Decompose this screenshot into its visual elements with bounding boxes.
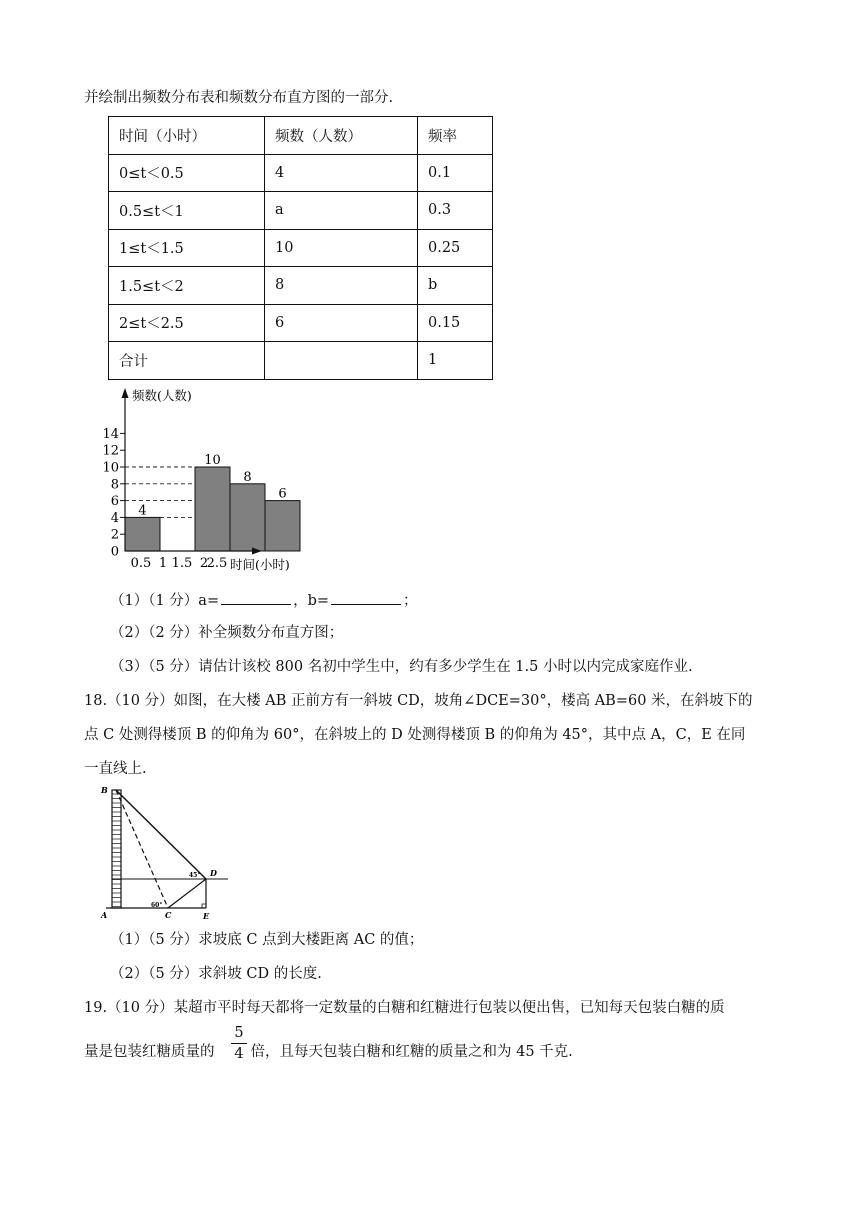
table-cell: 2≤t＜2.5 [109, 304, 265, 342]
table-cell: 4 [265, 154, 418, 192]
table-cell: b [418, 267, 493, 305]
slope-figure [98, 782, 238, 922]
label-a: A [101, 910, 108, 920]
label-c: C [165, 910, 172, 920]
table-cell: 10 [265, 229, 418, 267]
label-d: D [210, 868, 217, 878]
table-cell: 合计 [109, 342, 265, 380]
y-tick-label: 0 [110, 544, 119, 560]
frequency-table [108, 116, 493, 380]
y-tick-label: 8 [110, 477, 119, 493]
table-row [109, 267, 493, 305]
y-tick-label: 14 [102, 426, 119, 442]
x-tick-label: 1 [158, 556, 168, 571]
x-tick-label: 1.5 [171, 556, 193, 571]
table-cell: 0.15 [418, 304, 493, 342]
table-cell: 1.5≤t＜2 [109, 267, 265, 305]
table-cell: 频率 [418, 117, 493, 155]
histogram-bar [230, 484, 265, 551]
y-tick-label: 10 [102, 460, 119, 476]
answer-blank-a[interactable] [221, 590, 291, 605]
q17-part1: （1）（1 分）a= ，b= ； [110, 590, 418, 611]
x-tick-label: 0.5 [130, 556, 152, 571]
intro-text: 并绘制出频数分布表和频数分布直方图的一部分. [84, 90, 394, 106]
y-tick-label: 6 [110, 494, 119, 510]
histogram-bar [125, 517, 160, 551]
label-b: B [101, 785, 108, 795]
table-cell: 1≤t＜1.5 [109, 229, 265, 267]
bar-label: 4 [138, 503, 147, 519]
q19-line2: 量是包装红糖质量的 倍，且每天包装白糖和红糖的质量之和为 45 千克. [84, 1044, 573, 1060]
table-cell: 6 [265, 304, 418, 342]
table-cell: 频数（人数） [265, 117, 418, 155]
histogram-bar [265, 501, 300, 551]
y-axis-arrow [122, 388, 129, 398]
table-cell: 时间（小时） [109, 117, 265, 155]
table-cell: 0.1 [418, 154, 493, 192]
label-e: E [203, 911, 210, 921]
histogram-bar [195, 467, 230, 551]
table-cell: 0.5≤t＜1 [109, 192, 265, 230]
table-cell: 8 [265, 267, 418, 305]
q18-part1: （1）（5 分）求坡底 C 点到大楼距离 AC 的值； [110, 932, 424, 948]
table-row [109, 229, 493, 267]
q18-line2: 点 C 处测得楼顶 B 的仰角为 60°，在斜坡上的 D 处测得楼顶 B 的仰角为 45°，其中点 A，C，E 在同 [84, 727, 746, 743]
q17-part2: （2）（2 分）补全频数分布直方图； [110, 625, 344, 641]
table-header-row [109, 117, 493, 155]
q18-part2: （2）（5 分）求斜坡 CD 的长度. [110, 966, 322, 982]
x-axis-title: 时间(小时) [230, 557, 290, 572]
table-row [109, 154, 493, 192]
angle-c-label: 60° [151, 902, 163, 909]
table-cell: 0.25 [418, 229, 493, 267]
bar-label: 8 [243, 469, 252, 485]
frequency-histogram [100, 385, 310, 575]
table-row [109, 192, 493, 230]
table-cell: 0.3 [418, 192, 493, 230]
table-row [109, 342, 493, 380]
y-tick-label: 2 [110, 527, 119, 543]
q18-line1: 18.（10 分）如图，在大楼 AB 正前方有一斜坡 CD，坡角∠DCE=30°，楼高 AB=60 米，在斜坡下的 [84, 693, 753, 709]
y-tick-label: 12 [102, 443, 119, 459]
table-row [109, 304, 493, 342]
angle-d-label: 45° [189, 872, 201, 879]
x-tick-label: 2.5 [206, 556, 228, 571]
table-cell: 1 [418, 342, 493, 380]
table-cell: a [265, 192, 418, 230]
fraction-5-4: 5 4 [231, 1024, 247, 1063]
y-axis-title: 频数(人数) [132, 388, 192, 403]
table-cell [265, 342, 418, 380]
bar-label: 6 [278, 486, 287, 502]
q18-line3: 一直线上. [84, 761, 147, 777]
x-tick-label: 2 [199, 556, 209, 571]
bar-label: 10 [204, 453, 221, 468]
answer-blank-b[interactable] [331, 590, 401, 605]
q19-line1: 19.（10 分）某超市平时每天都将一定数量的白糖和红糖进行包装以便出售，已知每天包装白糖的质 [84, 1000, 725, 1016]
y-tick-label: 4 [110, 510, 119, 526]
q17-part3: （3）（5 分）请估计该校 800 名初中学生中，约有多少学生在 1.5 小时以内完成家庭作业. [110, 659, 693, 675]
table-cell: 0≤t＜0.5 [109, 154, 265, 192]
